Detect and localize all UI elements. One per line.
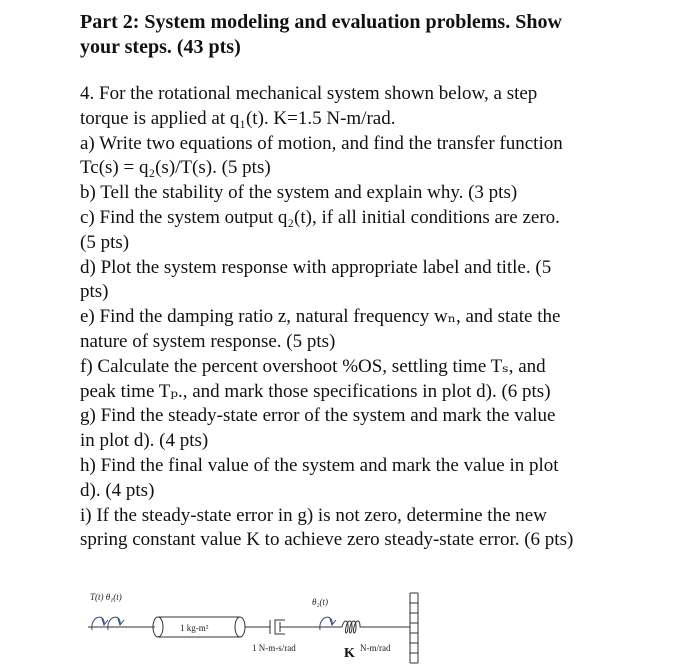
damper-label: 1 N-m-s/rad [252, 643, 296, 653]
theta2-arrow-icon [320, 617, 336, 630]
problem-line: d) Plot the system response with appropriate label and title. (5 [80, 256, 552, 278]
section-heading-line-2: your steps. (43 pts) [80, 36, 241, 58]
problem-line: e) Find the damping ratio z, natural frequency wₙ, and state the [80, 306, 561, 328]
problem-line: (5 pts) [80, 231, 130, 253]
section-heading-line-1: Part 2: System modeling and evaluation problems. Show [80, 11, 562, 33]
document-body [80, 10, 680, 553]
spring-label: N-m/rad [360, 643, 391, 653]
problem-line: c) Find the system output q₂(t), if all initial conditions are zero. [80, 206, 560, 228]
problem-line: in plot d). (4 pts) [80, 430, 209, 452]
problem-line: g) Find the steady-state error of the system and mark the value [80, 405, 556, 427]
theta2-label: θ₂(t) [312, 597, 329, 607]
fixed-wall [410, 593, 418, 663]
problem-line: spring constant value K to achieve zero steady-state error. (6 pts) [80, 529, 574, 551]
problem-line: Tc(s) = q₂(s)/T(s). (5 pts) [80, 157, 271, 179]
spring-constant-symbol: K [344, 646, 355, 661]
spring-icon [342, 621, 410, 633]
rotational-system-diagram [80, 585, 440, 667]
torque-theta1-label: T(t) θ₁(t) [90, 592, 122, 602]
problem-line: d). (4 pts) [80, 479, 155, 501]
problem-line: torque is applied at q₁(t). K=1.5 N-m/rad. [80, 107, 396, 129]
problem-line: h) Find the final value of the system and mark the value in plot [80, 454, 559, 476]
problem-line: nature of system response. (5 pts) [80, 330, 336, 352]
problem-line: i) If the steady-state error in g) is not zero, determine the new [80, 504, 547, 526]
problem-line: f) Calculate the percent overshoot %OS, settling time Tₛ, and [80, 355, 546, 377]
damper-icon [270, 620, 302, 634]
problem-line: peak time Tₚ., and mark those specifications in plot d). (6 pts) [80, 380, 551, 402]
problem-line: 4. For the rotational mechanical system shown below, a step [80, 83, 538, 104]
problem-line: a) Write two equations of motion, and find the transfer function [80, 132, 563, 154]
inertia-label: 1 kg-m² [180, 623, 209, 633]
torque-arrow-icon [92, 617, 124, 630]
problem-line: b) Tell the stability of the system and explain why. (3 pts) [80, 182, 518, 204]
problem-line: pts) [80, 281, 109, 303]
